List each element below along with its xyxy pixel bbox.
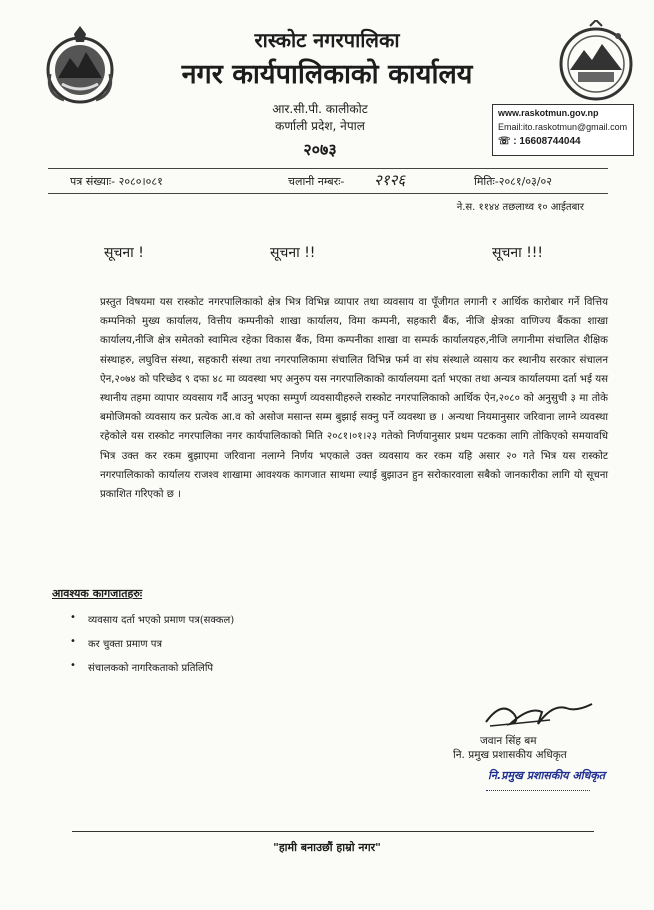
footer-slogan: "हामी बनाउछौं हाम्रो नगर" <box>273 841 381 854</box>
municipality-name: रास्कोट नगरपालिका <box>254 28 400 52</box>
official-stamp: नि.प्रमुख प्रशासकीय अधिकृत <box>488 769 606 782</box>
required-documents-title: आवश्यक कागजातहरुः <box>52 587 143 600</box>
notice-heading-1: सूचना ! <box>104 245 144 261</box>
footer-divider <box>72 831 594 832</box>
notice-heading-2: सूचना !! <box>270 245 316 261</box>
stamp-underline <box>486 790 590 791</box>
phone-text: ☏ : 16608744044 <box>498 136 581 147</box>
website-text: www.raskotmun.gov.np <box>498 108 599 118</box>
email-text: Email:ito.raskotmun@gmail.com <box>498 122 628 132</box>
signatory-title: नि. प्रमुख प्रशासकीय अधिकृत <box>453 749 567 761</box>
notice-body: प्रस्तुत विषयमा यस रास्कोट नगरपालिकाको क्षेत्र भित्र विभिन्न व्यापार तथा व्यवसाय वा पूँजीगत लगानी र आर्थिक कारोबार गर्ने वित्तिय कम्पनिको मुख्य कार्यालय, वित्तीय कम्पनीको शाखा कार्यालय, विमा कम्पनी, सहकारी बैंक, नीजि क्षेत्रका वाणिज्य बैंकका शाखा कार्यालय,नीजि क्षेत्र समेतको स्वामित्व रहेका विकास बैंक, विमा कम्पनीका शाखा वा सम्पर्क कार्यालयहरु,नीजि लगानीमा संचालित शैक्षिक संस्थाहरु, लघुवित्त संस्था, सहकारी संस्था तथा नगरपालिकामा संचालित विभिन्न फर्म वा संघ संस्थाले व्यसाय कर स्थानीय सरकार संचालन ऐन,२०७४ को परिच्छेद ९ दफा ४८ मा व्यवस्था भए अनुरुप यस नगरपालिकाको कार्यालयमा दर्ता भएका तथा अन्यत्र कार्यालयमा दर्ता भई यस स्थानीय तहमा व्यापार व्यवसाय गर्दै आउनु भएका सम्पुर्ण व्यवसायीहरुले रास्कोट नगरपालिकाको आर्थिक ऐन,२०८० को अनुसुची ३ मा तोके बमोजिमको व्यवसाय कर प्रत्येक आ.व को असोज मसान्त सम्म बुझाई सक्नु पर्ने व्यवस्था छ । अन्यथा नियमानुसार जरिवाना लाग्ने व्यवस्था रहेकोले यस रास्कोट नगरपालिका नगर कार्यपालिकाको मिति २०८१।०१।२३ गतेको निर्णयानुसार प्रथम पटकका लागि तोकिएको समयावधि भित्र उक्त कर रकम बुझाएमा जरिवाना नलाग्ने निर्णय भएकाले उक्त व्यवसाय कर रकम यहि असार २० गते भित्र यस रास्कोट नगरपालिकाको कार्यालय राजश्व शाखामा आवश्यक कागजात साथमा ल्याई बुझाउन हुन सरोकारवाला सबैको जानकारीका लागि यो सूचना प्रकाशित गरिएको छ । <box>100 297 608 501</box>
document-item: • व्यवसाय दर्ता भएको प्रमाण पत्र(सक्कल) <box>88 612 234 626</box>
document-item: • कर चुक्ता प्रमाण पत्र <box>88 636 162 650</box>
signatory-name: जवान सिंह बम <box>480 735 537 747</box>
established-year: २०७३ <box>303 140 337 159</box>
address-line-2: कर्णाली प्रदेश, नेपाल <box>275 119 365 133</box>
nepal-sambat-date: ने.स. ११४४ तछलाथ्व १० आईतबार <box>456 202 584 213</box>
document-item: • संचालकको नागरिकताको प्रतिलिपि <box>88 660 213 674</box>
signature <box>480 696 600 732</box>
contact-box <box>492 104 634 156</box>
office-name: नगर कार्यपालिकाको कार्यालय <box>181 59 473 90</box>
issue-date: मितिः-२०८१/०३/०२ <box>474 175 552 188</box>
dispatch-number-handwritten: २१२६ <box>374 171 406 189</box>
address-line-1: आर.सी.पी. कालीकोट <box>272 102 368 116</box>
notice-heading-3: सूचना !!! <box>492 245 544 261</box>
letter-number: पत्र संख्याः- २०८०।०८१ <box>70 175 163 188</box>
reference-bar <box>48 168 608 194</box>
dispatch-number-label: चलानी नम्बरः- <box>288 175 345 188</box>
